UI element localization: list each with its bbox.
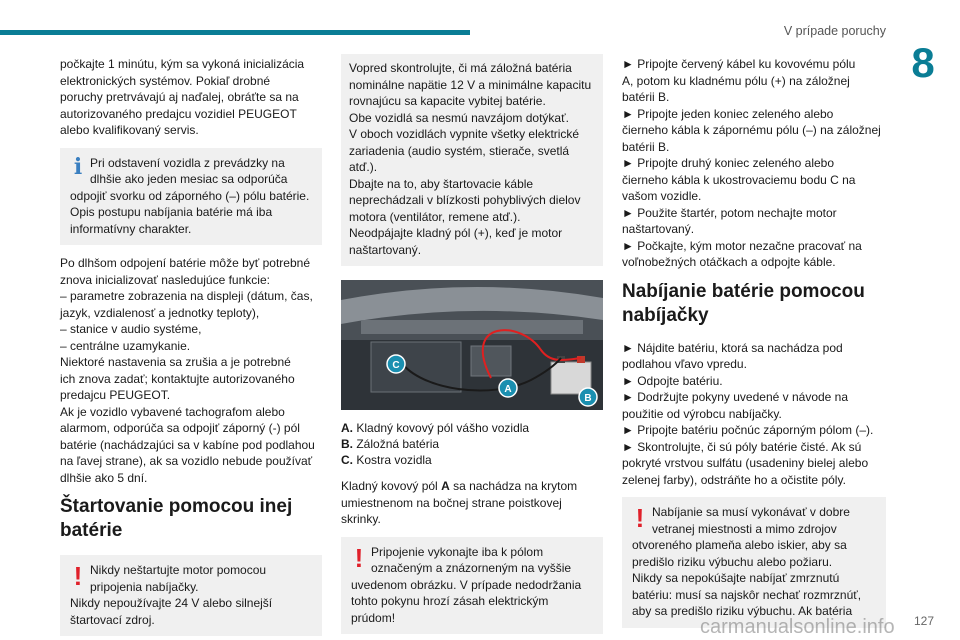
jumpstart-steps: ► Pripojte červený kábel ku kovovému pólu A, potom ku kladnému pólu (+) na záložnej batérii B. ► Pripojte jeden koniec zeleného alebo čierneho kábla k zápornému pólu (–) na záložnej batérii B. ► Pripojte druhý koniec zeleného alebo čierneho kábla k ukostrovaciemu bodu C na vašom vozidle. ► Použite štartér, potom nechajte motor naštartovaný. ► Počkajte, kým motor nezačne pracovať na voľnobežných otáčkach a odpojte káble. — [622, 57, 881, 269]
warning-note-connection: ! Pripojenie vykonajte iba k pólom označeným a znázorneným na vyššie uvedenom obrázku. V prípade nedodržania tohto pokynu hrozí zásah elektrickým prúdom! — [341, 537, 603, 635]
label-a: A — [504, 384, 512, 395]
header-accent-bar — [0, 30, 470, 35]
column-3 — [622, 56, 886, 638]
engine-bay-drawing — [341, 280, 603, 410]
engine-bay-illustration — [341, 280, 603, 410]
warning-exclamation-icon: ! — [635, 503, 645, 533]
watermark: carmanualsonline.info — [700, 616, 895, 638]
paragraph-intro: počkajte 1 minútu, kým sa vykoná inicializácia elektronických systémov. Pokiaľ drobné poruchy pretrvávajú aj naďalej, obráťte sa na autorizovaného predajcu vozidiel PEUGEOT alebo kvalifikovaný servis. — [60, 57, 305, 137]
paragraph-reinit: Po dlhšom odpojení batérie môže byť potrebné znova inicializovať nasledujúce funkcie: – parametre zobrazenia na displeji (dátum, čas, jazyk, vzdialenosť a jednotky teploty), – stanice v audio systéme, – centrálne uzamykanie. Niektoré nastavenia sa zrušia a je potrebné ich znova zadať; kontaktujte autorizovaného predajcu PEUGEOT. Ak je vozidlo vybavené tachografom alebo alarmom, odporúča sa odpojiť záporný (-) pól batérie (nachádzajúci sa v kabíne pod podlahou na ľavej strane), ak sa vozidlo nebude používať dlhšie ako 5 dní. — [60, 256, 315, 485]
chapter-number: 8 — [911, 39, 935, 86]
legend-item-a: A. Kladný kovový pól vášho vozidla — [341, 421, 530, 435]
section-heading-jumpstart: Štartovanie pomocou inej batérie — [60, 496, 293, 541]
paragraph-positive-terminal: Kladný kovový pól A sa nachádza na krytom umiestnenom na bočnej strane poistkovej skrinky. — [341, 479, 578, 526]
section-title: V prípade poruchy — [783, 24, 886, 38]
label-b: B — [584, 393, 592, 404]
info-note: i Pri odstavení vozidla z prevádzky na dlhšie ako jeden mesiac sa odporúča odpojiť svorku od záporného (–) pólu batérie. Opis postupu nabíjania batérie má iba informatívny charakter. — [60, 148, 322, 246]
warning-exclamation-icon: ! — [354, 542, 364, 573]
label-c: C — [392, 360, 400, 371]
page-number: 127 — [913, 614, 934, 628]
info-icon: i — [73, 153, 83, 180]
precautions-box: Vopred skontrolujte, či má záložná batéria nominálne napätie 12 V a minimálne kapacitu rovnajúcu sa kapacite vybitej batérie. Obe vozidlá sa nesmú navzájom dotýkať. V oboch vozidlách vypnite všetky elektrické zariadenia (audio systém, stierače, svetlá atď.). Dbajte na to, aby štartovacie káble neprechádzali v blízkosti pohyblivých dielov motora (ventilátor, remene atď.). Neodpájajte kladný pól (+), keď je motor naštartovaný. — [341, 54, 603, 266]
warning-exclamation-icon: ! — [73, 561, 83, 591]
column-2 — [341, 56, 603, 640]
warning-note-charging: ! Nabíjanie sa musí vykonávať v dobre vetranej miestnosti a mimo zdrojov otvoreného plameňa alebo iskier, aby sa predišlo riziku výbuchu alebo požiaru. Nikdy sa nepokúšajte nabíjať zmrznutú batériu: musí sa najskôr nechať rozmrznúť, aby sa predišlo riziku výbuchu. Ak batéria — [622, 497, 886, 628]
section-heading-charger: Nabíjanie batérie pomocou nabíjačky — [622, 280, 865, 326]
column-1 — [60, 56, 322, 640]
charging-steps: ► Nájdite batériu, ktorá sa nachádza pod podlahou vľavo vpredu. ► Odpojte batériu. ► Dodržujte pokyny uvedené v návode na použitie od výrobcu nabíjačky. ► Pripojte batériu počnúc záporným pólom (–). ► Skontrolujte, či sú póly batérie čisté. Ak sú pokryté vrstvou sulfátu (usadeniny bielej alebo zelenej farby), odstráňte ho a očistite póly. — [622, 340, 874, 487]
warning-note: ! Nikdy neštartujte motor pomocou pripojenia nabíjačky. Nikdy nepoužívajte 24 V alebo silnejší štartovací zdroj. — [60, 555, 322, 636]
legend-item-b: B. Záložná batéria — [341, 437, 440, 451]
figure-legend — [341, 420, 603, 468]
legend-item-c: C. Kostra vozidla — [341, 453, 432, 467]
